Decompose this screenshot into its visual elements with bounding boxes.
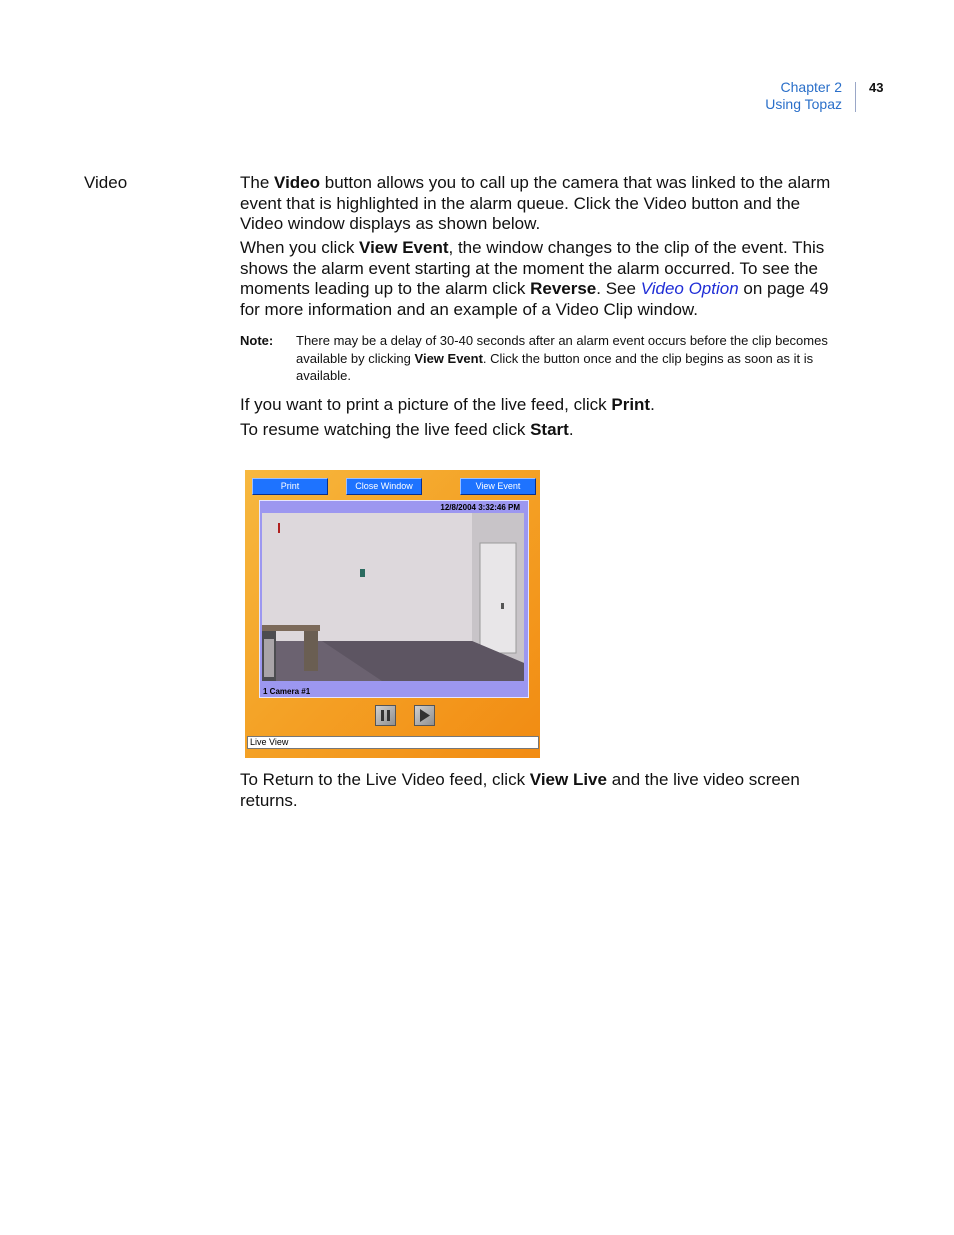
camera-scene [262,513,524,681]
paragraph-video-button: The Video button allows you to call up the camera that was linked to the alarm event that is highlighted in the alarm queue. Click the Video button and the Video window displays as shown below. [240,173,831,233]
video-frame [259,500,529,698]
paragraph-view-live: To Return to the Live Video feed, click View Live and the live video screen returns. [240,770,800,810]
close-window-button[interactable]: Close Window [346,478,422,495]
play-button[interactable] [414,705,435,726]
page-number: 43 [869,80,884,95]
camera-label: 1 Camera #1 [263,687,311,696]
section-label: Using Topaz [765,96,842,112]
play-icon [415,706,434,725]
video-option-link[interactable]: Video Option [640,279,739,298]
pause-button[interactable] [375,705,396,726]
paragraph-view-event: When you click View Event, the window changes to the clip of the event. This shows the alarm event starting at the moment the alarm occurred. To see the moments leading up to the alarm click Reverse. See Video Option on page 49 for more information and an example of a Video Clip window. [240,238,829,319]
pause-icon [376,706,395,725]
print-button[interactable]: Print [252,478,328,495]
chapter-label: Chapter 2 [780,79,842,95]
status-bar: Live View [247,736,539,749]
view-event-button[interactable]: View Event [460,478,536,495]
video-window-screenshot [245,470,540,758]
note-label: Note: [240,333,274,348]
paragraph-start: To resume watching the live feed click Start. [240,420,574,439]
paragraph-print: If you want to print a picture of the live feed, click Print. [240,395,655,414]
video-timestamp: 12/8/2004 3:32:46 PM [440,503,520,512]
running-header [700,79,842,113]
side-heading: Video [84,173,128,192]
header-divider [855,82,856,112]
note-text: There may be a delay of 30-40 seconds after an alarm event occurs before the clip becomes available by clicking View Event. Click the button once and the clip begins as soon as it is available. [296,333,828,383]
